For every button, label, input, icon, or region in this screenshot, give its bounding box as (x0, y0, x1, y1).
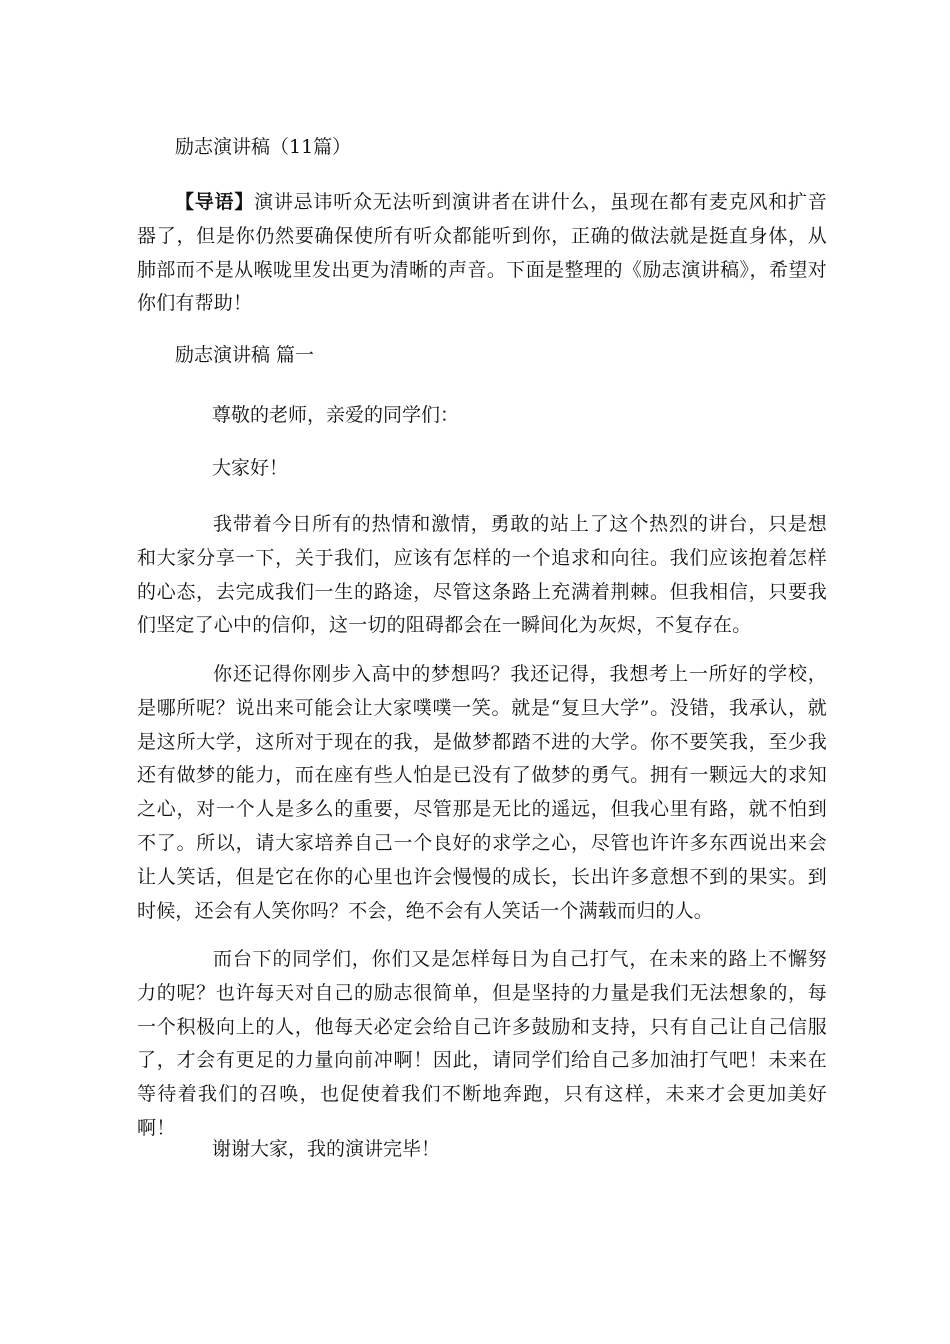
intro-text: 演讲忌讳听众无法听到演讲者在讲什么，虽现在都有麦克风和扩音器了，但是你仍然要确保使所有听众都能听到你，正确的做法就是挺直身体，从肺部而不是从喉咙里发出更为清晰的声音。下面是整理的《励志演讲稿》，希望对你们有帮助！ (137, 191, 827, 315)
closing-line: 谢谢大家，我的演讲完毕！ (212, 1138, 441, 1160)
body-paragraph-3: 而台下的同学们，你们又是怎样每日为自己打气，在未来的路上不懈努力的呢？也许每天对自己的励志很简单，但是坚持的力量是我们无法想象的，每一个积极向上的人，他每天必定会给自己许多鼓励和支持，只有自己让自己信服了，才会有更足的力量向前冲啊！因此，请同学们给自己多加油打气吧！未来在等待着我们的召唤，也促使着我们不断地奔跑，只有这样，未来才会更加美好啊！ (137, 948, 827, 1139)
body-paragraph-2: 你还记得你刚步入高中的梦想吗？我还记得，我想考上一所好的学校，是哪所呢？说出来可能会让大家噗噗一笑。就是“复旦大学”。没错，我承认，就是这所大学，这所对于现在的我，是做梦都踏不进的大学。你不要笑我，至少我还有做梦的能力，而在座有些人怕是已没有了做梦的勇气。拥有一颗远大的求知之心，对一个人是多么的重要，尽管那是无比的遥远，但我心里有路，就不怕到不了。所以，请大家培养自己一个良好的求学之心，尽管也许许多东西说出来会让人笑话，但是它在你的心里也许会慢慢的成长，长出许多意想不到的果实。到时候，还会有人笑你吗？不会，绝不会有人笑话一个满载而归的人。 (137, 663, 827, 922)
document-title: 励志演讲稿（11篇） (175, 136, 352, 158)
salutation: 尊敬的老师，亲爱的同学们： (212, 404, 460, 426)
intro-paragraph (137, 186, 827, 321)
body-paragraph-1: 我带着今日所有的热情和激情，勇敢的站上了这个热烈的讲台，只是想和大家分享一下，关于我们，应该有怎样的一个追求和向往。我们应该抱着怎样的心态，去完成我们一生的路途，尽管这条路上充满着荆棘。但我相信，只要我们坚定了心中的信仰，这一切的阻碍都会在一瞬间化为灰烬，不复存在。 (137, 513, 827, 637)
greeting: 大家好！ (212, 457, 289, 479)
intro-tag: 【导语】 (175, 191, 255, 213)
section-title: 励志演讲稿 篇一 (175, 344, 315, 366)
